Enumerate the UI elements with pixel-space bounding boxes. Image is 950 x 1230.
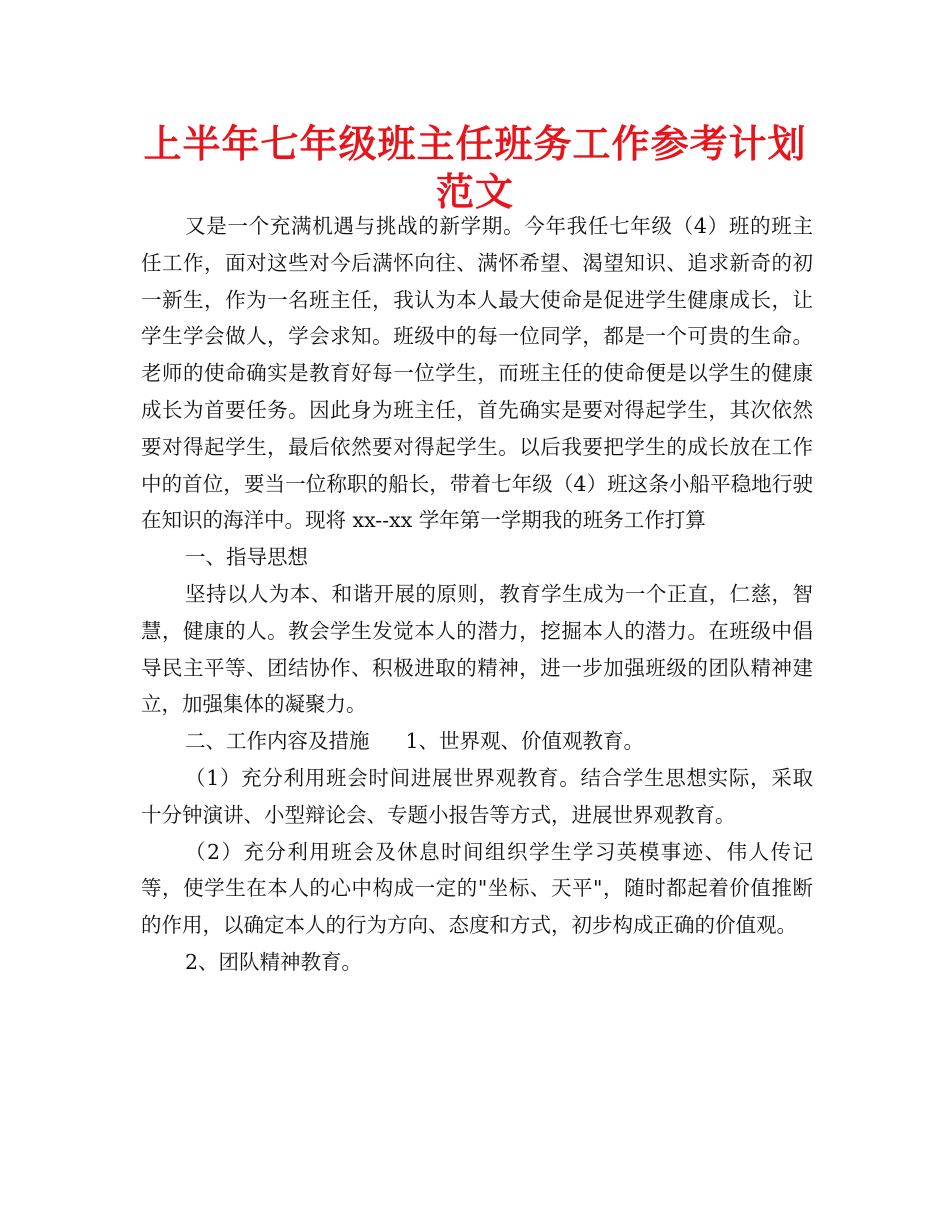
section-heading-guiding-thought: 一、指导思想 (185, 545, 308, 570)
section2-item1-text: 1、世界观、价值观教育。 (405, 729, 645, 754)
section2-heading-text: 二、工作内容及措施 (185, 729, 370, 754)
document-title: 上半年七年级班主任班务工作参考计划范文 (143, 122, 807, 214)
document-body (141, 208, 813, 981)
intro-paragraph: 又是一个充满机遇与挑战的新学期。今年我任七年级（4）班的班主任工作，面对这些对今后满怀向往、满怀希望、渴望知识、追求新奇的初一新生，作为一名班主任，我认为本人最大使命是促进学生健康成长，让学生学会做人，学会求知。班级中的每一位同学，都是一个可贵的生命。老师的使命确实是教育好每一位学生，而班主任的使命便是以学生的健康成长为首要任务。因此身为班主任，首先确实是要对得起学生，其次依然要对得起学生，最后依然要对得起学生。以后我要把学生的成长放在工作中的首位，要当一位称职的船长，带着七年级（4）班这条小船平稳地行驶在知识的海洋中。现将 xx--xx 学年第一学期我的班务工作打算 (141, 214, 813, 533)
section-heading-work-content (141, 723, 813, 760)
worldview-paragraph: （1）充分利用班会时间进展世界观教育。结合学生思想实际，采取十分钟演讲、小型辩论会、专题小报告等方式，进展世界观教育。 (141, 765, 813, 827)
values-paragraph: （2）充分利用班会及休息时间组织学生学习英模事迹、伟人传记等，使学生在本人的心中构成一定的"坐标、天平"，随时都起着价值推断的作用，以确定本人的行为方向、态度和方式，初步构成正确的价值观。 (141, 839, 813, 938)
team-spirit-heading: 2、团队精神教育。 (185, 949, 363, 974)
guiding-thought-paragraph: 坚持以人为本、和谐开展的原则，教育学生成为一个正直，仁慈，智慧，健康的人。教会学生发觉本人的潜力，挖掘本人的潜力。在班级中倡导民主平等、团结协作、积极进取的精神，进一步加强班级的团队精神建立，加强集体的凝聚力。 (141, 581, 813, 717)
